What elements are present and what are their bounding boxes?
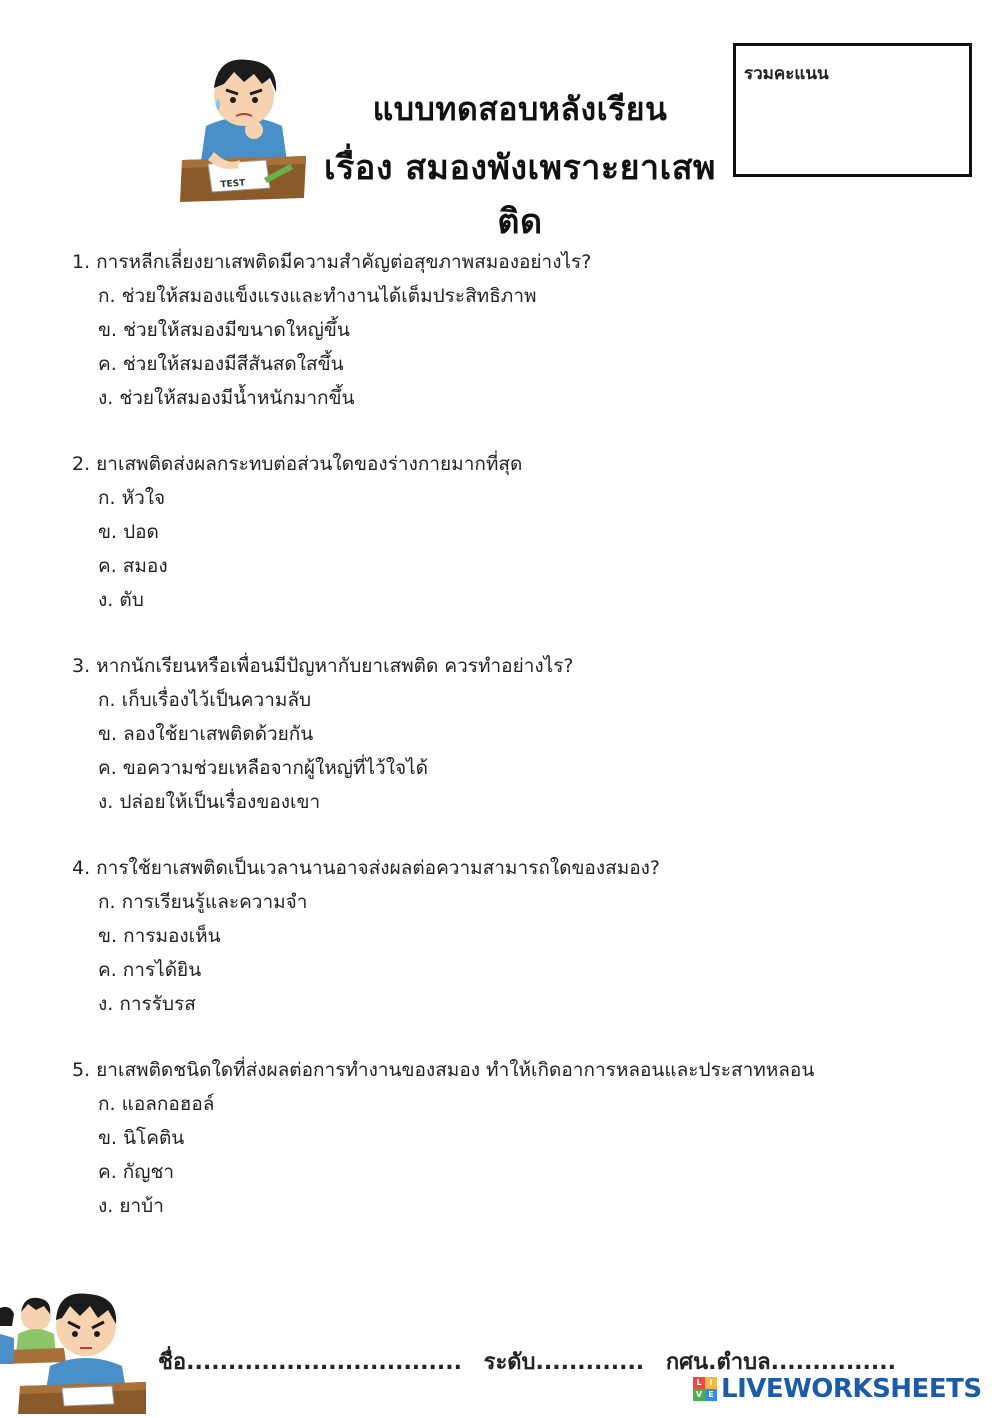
question-3 — [72, 649, 972, 819]
answer-option[interactable]: ง. ตับ — [98, 589, 144, 611]
question-4 — [72, 851, 972, 1021]
answer-option[interactable]: ค. สมอง — [98, 555, 168, 577]
answer-option[interactable]: ง. ยาบ้า — [98, 1195, 164, 1217]
question-5 — [72, 1053, 972, 1223]
answer-option[interactable]: ข. ช่วยให้สมองมีขนาดใหญ่ขึ้น — [98, 319, 350, 341]
header-student-illustration — [178, 48, 310, 206]
svg-text:TEST: TEST — [220, 178, 246, 191]
liveworksheets-mark-icon: L I V E — [693, 1377, 717, 1401]
answer-option[interactable]: ก. ช่วยให้สมองแข็งแรงและทำงานได้เต็มประสิทธิภาพ — [98, 285, 537, 307]
question-1 — [72, 245, 972, 415]
school-field[interactable]: กศน.ตำบล............... — [665, 1350, 896, 1375]
answer-option[interactable]: ข. การมองเห็น — [98, 925, 221, 947]
answer-option[interactable]: ง. ปล่อยให้เป็นเรื่องของเขา — [98, 791, 321, 813]
question-text: 3. หากนักเรียนหรือเพื่อนมีปัญหากับยาเสพติด ควรทำอย่างไร? — [72, 655, 574, 677]
total-score-box — [733, 43, 972, 177]
answer-option[interactable]: ค. กัญชา — [98, 1161, 175, 1183]
answer-option[interactable]: ค. ช่วยให้สมองมีสีสันสดใสขึ้น — [98, 353, 344, 375]
question-text: 5. ยาเสพติดชนิดใดที่ส่งผลต่อการทำงานของสมอง ทำให้เกิดอาการหลอนและประสาทหลอน — [72, 1059, 815, 1081]
answer-option[interactable]: ง. ช่วยให้สมองมีน้ำหนักมากขึ้น — [98, 387, 355, 409]
answer-option[interactable]: ก. หัวใจ — [98, 487, 166, 509]
question-list — [72, 245, 972, 1255]
liveworksheets-logo — [693, 1374, 982, 1404]
level-field[interactable]: ระดับ............. — [483, 1350, 645, 1375]
page-subtitle: เรื่อง สมองพังเพราะยาเสพติด — [324, 148, 716, 242]
answer-option[interactable]: ง. การรับรส — [98, 993, 196, 1015]
answer-option[interactable]: ก. แอลกอฮอล์ — [98, 1093, 215, 1115]
footer-students-illustration — [0, 1290, 150, 1414]
page-title: แบบทดสอบหลังเรียน — [372, 90, 668, 128]
answer-option[interactable]: ข. ปอด — [98, 521, 159, 543]
total-score-label: รวมคะแนน — [744, 64, 829, 84]
question-text: 2. ยาเสพติดส่งผลกระทบต่อส่วนใดของร่างกายมากที่สุด — [72, 453, 523, 475]
answer-option[interactable]: ก. เก็บเรื่องไว้เป็นความลับ — [98, 689, 312, 711]
liveworksheets-text: LIVEWORKSHEETS — [721, 1374, 982, 1404]
answer-option[interactable]: ค. ขอความช่วยเหลือจากผู้ใหญ่ที่ไว้ใจได้ — [98, 757, 429, 779]
answer-option[interactable]: ข. นิโคติน — [98, 1127, 185, 1149]
answer-option[interactable]: ก. การเรียนรู้และความจำ — [98, 891, 308, 913]
answer-option[interactable]: ค. การได้ยิน — [98, 959, 202, 981]
question-2 — [72, 447, 972, 617]
name-field[interactable]: ชื่อ................................. — [158, 1350, 462, 1375]
answer-option[interactable]: ข. ลองใช้ยาเสพติดด้วยกัน — [98, 723, 314, 745]
question-text: 1. การหลีกเลี่ยงยาเสพติดมีความสำคัญต่อสุขภาพสมองอย่างไร? — [72, 251, 592, 273]
question-text: 4. การใช้ยาเสพติดเป็นเวลานานอาจส่งผลต่อความสามารถใดของสมอง? — [72, 857, 661, 879]
